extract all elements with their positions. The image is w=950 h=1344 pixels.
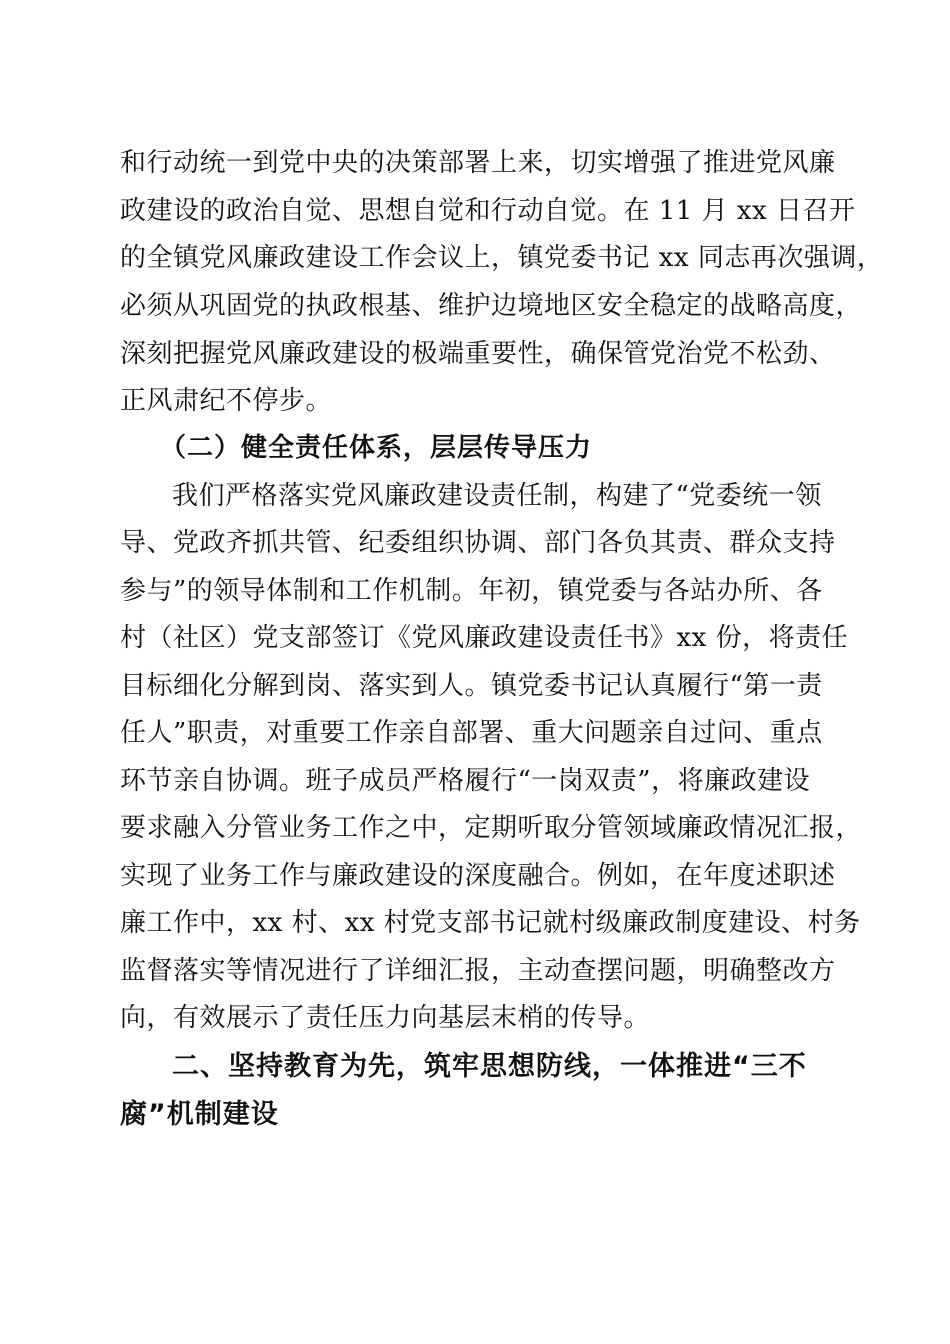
paragraph-line: 要求融入分管业务工作之中，定期听取分管领域廉政情况汇报， xyxy=(120,813,863,843)
paragraph-line: 目标细化分解到岗、落实到人。镇党委书记认真履行“第一责 xyxy=(120,671,823,701)
paragraph-line: 监督落实等情况进行了详细汇报，主动查摆问题，明确整改方 xyxy=(120,956,836,986)
paragraph-line: 导、党政齐抓共管、纪委组织协调、部门各负其责、群众支持 xyxy=(120,528,836,558)
paragraph-line: 参与”的领导体制和工作机制。年初，镇党委与各站办所、各 xyxy=(120,576,823,606)
section-heading: 腐”机制建设 xyxy=(120,1099,279,1130)
paragraph-line: 必须从巩固党的执政根基、维护边境地区安全稳定的战略高度， xyxy=(120,291,863,321)
paragraph-line: 我们严格落实党风廉政建设责任制，构建了“党委统一领 xyxy=(172,481,822,511)
paragraph-line: 深刻把握党风廉政建设的极端重要性，确保管党治党不松劲、 xyxy=(120,339,836,369)
subheading: （二）健全责任体系，层层传导压力 xyxy=(160,433,593,463)
paragraph-line: 村（社区）党支部签订《党风廉政建设责任书》xx 份，将责任 xyxy=(120,623,849,653)
section-heading: 二、坚持教育为先，筑牢思想防线，一体推进“三不 xyxy=(172,1051,807,1082)
paragraph-line: 政建设的政治自觉、思想自觉和行动自觉。在 11 月 xx 日召开 xyxy=(120,196,856,226)
paragraph-line: 廉工作中，xx 村、xx 村党支部书记就村级廉政制度建设、村务 xyxy=(120,908,861,938)
paragraph-line: 实现了业务工作与廉政建设的深度融合。例如，在年度述职述 xyxy=(120,861,836,891)
paragraph-line: 和行动统一到党中央的决策部署上来，切实增强了推进党风廉 xyxy=(120,148,836,178)
paragraph-line: 正风肃纪不停步。 xyxy=(120,386,333,416)
paragraph-line: 的全镇党风廉政建设工作会议上，镇党委书记 xx 同志再次强调， xyxy=(120,243,884,273)
paragraph-line: 向，有效展示了责任压力向基层末梢的传导。 xyxy=(120,1003,651,1033)
paragraph-line: 环节亲自协调。班子成员严格履行“一岗双责”，将廉政建设 xyxy=(120,766,811,796)
paragraph-line: 任人”职责，对重要工作亲自部署、重大问题亲自过问、重点 xyxy=(120,718,823,748)
